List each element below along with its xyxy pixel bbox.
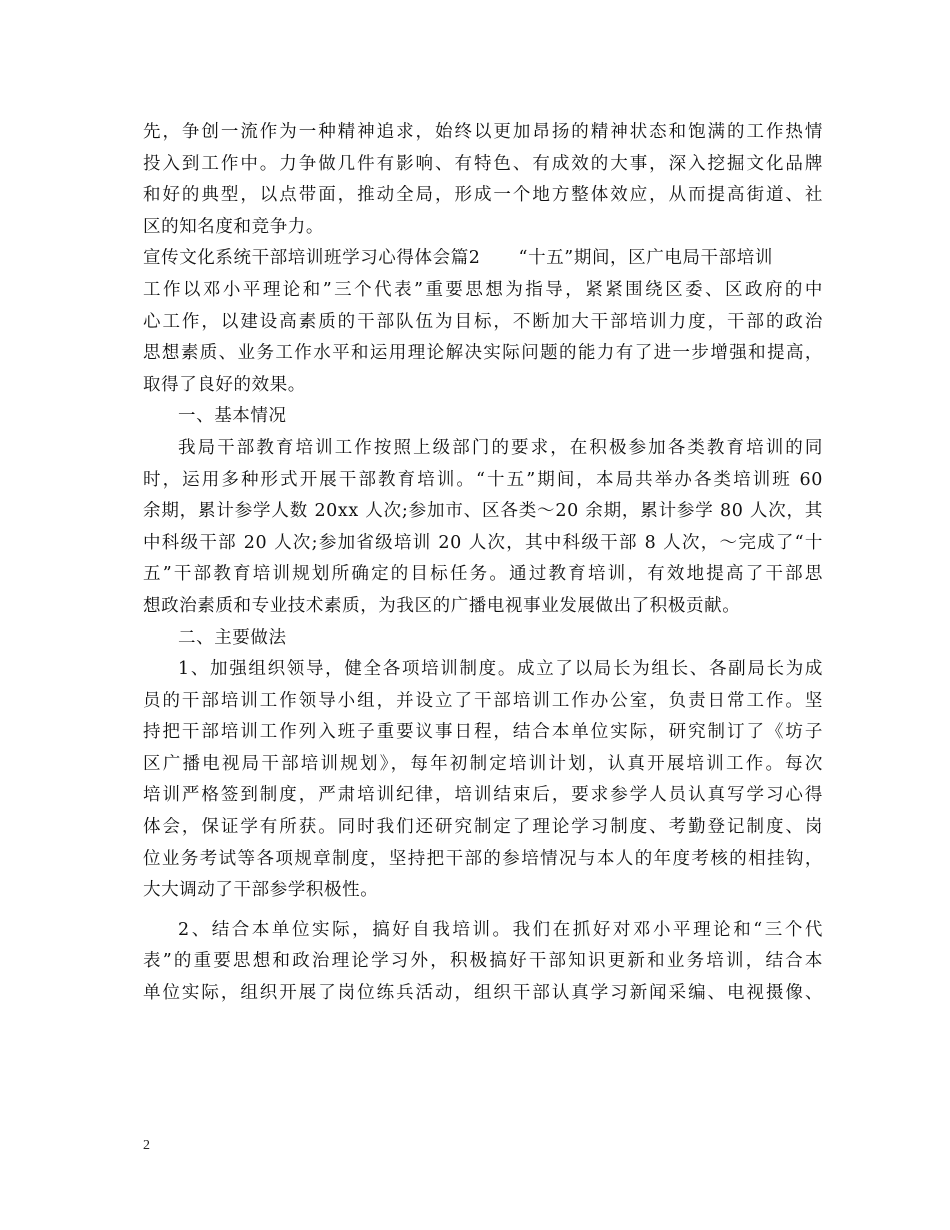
body-line: 2、结合本单位实际，搞好自我培训。我们在抓好对邓小平理论和“三个代 — [178, 919, 823, 940]
body-line: 和好的典型，以点带面，推动全局，形成一个地方整体效应，从而提高街道、社 — [143, 185, 823, 206]
body-line: 思想素质、业务工作水平和运用理论解决实际问题的能力有了进一步增强和提高， — [143, 343, 823, 364]
body-line: 取得了良好的效果。 — [143, 374, 306, 395]
article-opening-text: “十五”期间，区广电局干部培训 — [518, 248, 773, 269]
body-line: 体会，保证学有所获。同时我们还研究制定了理论学习制度、考勤登记制度、岗 — [143, 817, 823, 838]
body-line: 余期，累计参学人数 20xx 人次;参加市、区各类～20 余期，累计参学 80 人次，其 — [143, 501, 823, 522]
body-line: 员的干部培训工作领导小组，并设立了干部培训工作办公室，负责日常工作。坚 — [143, 690, 823, 711]
body-line: 持把干部培训工作列入班子重要议事日程，结合本单位实际，研究制订了《坊子 — [143, 722, 823, 743]
body-line: 想政治素质和专业技术素质，为我区的广播电视事业发展做出了积极贡献。 — [143, 595, 741, 616]
page-number: 2 — [143, 1138, 150, 1153]
subsection-heading: 一、基本情况 — [178, 406, 287, 427]
body-line: 位业务考试等各项规章制度，坚持把干部的参培情况与本人的年度考核的相挂钩， — [143, 848, 823, 869]
body-line: 大大调动了干部参学积极性。 — [143, 880, 379, 901]
body-line: 投入到工作中。力争做几件有影响、有特色、有成效的大事，深入挖掘文化品牌 — [143, 153, 823, 174]
body-line: 区的知名度和竞争力。 — [143, 216, 324, 237]
body-line: 单位实际，组织开展了岗位练兵活动，组织干部认真学习新闻采编、电视摄像、 — [143, 983, 823, 1004]
body-line: 工作以邓小平理论和”三个代表”重要思想为指导，紧紧围绕区委、区政府的中 — [143, 279, 823, 300]
body-line: 1、加强组织领导，健全各项培训制度。成立了以局长为组长、各副局长为成 — [178, 659, 823, 680]
body-line: 心工作，以建设高素质的干部队伍为目标，不断加大干部培训力度，干部的政治 — [143, 311, 823, 332]
body-line: 表”的重要思想和政治理论学习外，积极搞好干部知识更新和业务培训，结合本 — [143, 951, 823, 972]
body-line: 五”干部教育培训规划所确定的目标任务。通过教育培训，有效地提高了干部思 — [143, 564, 823, 585]
body-line: 区广播电视局干部培训规划》，每年初制定培训计划，认真开展培训工作。每次 — [143, 753, 823, 774]
article-heading: 宣传文化系统干部培训班学习心得体会篇2 — [143, 248, 481, 269]
body-line: 先，争创一流作为一种精神追求，始终以更加昂扬的精神状态和饱满的工作热情 — [143, 122, 823, 142]
subsection-heading: 二、主要做法 — [178, 627, 287, 648]
body-line: 我局干部教育培训工作按照上级部门的要求，在积极参加各类教育培训的同 — [178, 437, 823, 458]
body-line: 时，运用多种形式开展干部教育培训。“十五”期间，本局共举办各类培训班 60 — [143, 469, 823, 490]
section-heading-line — [143, 243, 823, 275]
body-line: 中科级干部 20 人次;参加省级培训 20 人次，其中科级干部 8 人次，～完成了“十 — [143, 532, 823, 553]
document-body — [143, 117, 823, 1010]
body-line: 培训严格签到制度，严肃培训纪律，培训结束后，要求参学人员认真写学习心得 — [143, 785, 823, 806]
